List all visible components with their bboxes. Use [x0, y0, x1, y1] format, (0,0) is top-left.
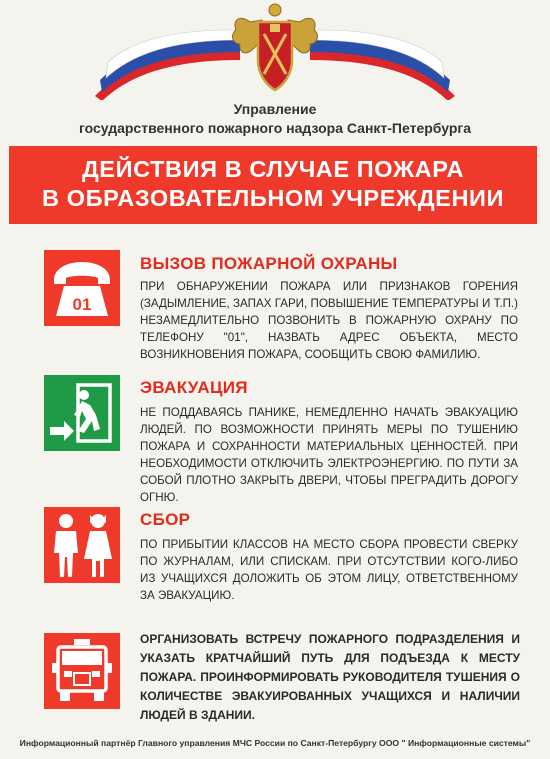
telephone-icon — [44, 250, 120, 326]
fire-truck-icon — [44, 633, 120, 709]
flag-ribbon-icon — [0, 0, 550, 100]
section-text-call: ПРИ ОБНАРУЖЕНИИ ПОЖАРА ИЛИ ПРИЗНАКОВ ГОРЕНИЯ (ЗАДЫМЛЕНИЕ, ЗАПАХ ГАРИ, ПОВЫШЕНИЕ ТЕМПЕРАТУРЫ И Т.П.) НЕЗАМЕДЛИТЕЛЬНО ПОЗВОНИТЬ В ПОЖАРНУЮ ОХРАНУ ПО ТЕЛЕФОНУ "01", НАЗВАТЬ АДРЕС ОБЪЕКТА, МЕСТО ВОЗНИКНОВЕНИЯ ПОЖАРА, СООБЩИТЬ СВОЮ ФАМИЛИЮ. — [140, 280, 518, 361]
section-text-evacuation: НЕ ПОДДАВАЯСЬ ПАНИКЕ, НЕМЕДЛЕННО НАЧАТЬ ЭВАКУАЦИЮ ЛЮДЕЙ. ПО ВОЗМОЖНОСТИ ПРИНЯТЬ МЕРЫ ПО ТУШЕНИЮ ПОЖАРА И СОХРАННОСТИ МАТЕРИАЛЬНЫХ ЦЕННОСТЕЙ. ПРИ НЕОБХОДИМОСТИ ОТКЛЮЧИТЬ ЭЛЕКТРОЭНЕРГИЮ. ПО ПУТИ ЗА СОБОЙ ПЛОТНО ЗАКРЫТЬ ДВЕРИ, ЧТОБЫ ПРЕГРАДИТЬ ДОРОГУ ОГНЮ. — [140, 406, 518, 504]
coat-of-arms-icon — [233, 4, 318, 90]
title-line-1: ДЕЙСТВИЯ В СЛУЧАЕ ПОЖАРА — [81, 156, 465, 182]
organization-name — [0, 100, 550, 138]
section-title-gathering: СБОР — [140, 510, 191, 529]
section-text-gathering: ПО ПРИБЫТИИ КЛАССОВ НА МЕСТО СБОРА ПРОВЕСТИ СВЕРКУ ПО ЖУРНАЛАМ, ИЛИ СПИСКАМ. ПРИ ОТСУТСТВИИ КОГО-ЛИБО ИЗ УЧАЩИХСЯ ДОЛОЖИТЬ ОБ ЭТОМ ЛИЦУ, ОТВЕТСТВЕННОМУ ЗА ЭВАКУАЦИЮ. — [140, 538, 518, 602]
title-line-2: В ОБРАЗОВАТЕЛЬНОМ УЧРЕЖДЕНИИ — [42, 185, 504, 211]
section-title-call: ВЫЗОВ ПОЖАРНОЙ ОХРАНЫ — [140, 254, 398, 273]
org-line-1: Управление — [233, 101, 317, 117]
header-emblem — [0, 0, 550, 100]
section-title-evacuation: ЭВАКУАЦИЯ — [140, 378, 248, 397]
footer-partner-note: Информационный партнёр Главного управления МЧС России по Санкт-Петербургу ООО " Информационные системы" — [19, 738, 531, 748]
emergency-exit-icon — [44, 375, 120, 451]
phone-number-label: 01 — [72, 295, 92, 314]
main-title-banner — [9, 146, 537, 224]
org-line-2: государственного пожарного надзора Санкт-Петербурга — [78, 120, 472, 136]
section-text-meeting: ОРГАНИЗОВАТЬ ВСТРЕЧУ ПОЖАРНОГО ПОДРАЗДЕЛЕНИЯ И УКАЗАТЬ КРАТЧАЙШИЙ ПУТЬ ДЛЯ ПОДЪЕЗДА К МЕСТУ ПОЖАРА. ПРОИНФОРМИРОВАТЬ РУКОВОДИТЕЛЯ ТУШЕНИЯ О КОЛИЧЕСТВЕ ЭВАКУИРОВАННЫХ УЧАЩИХСЯ И НАЛИЧИИ ЛЮДЕЙ В ЗДАНИИ. — [140, 632, 520, 722]
people-icon — [44, 507, 120, 583]
